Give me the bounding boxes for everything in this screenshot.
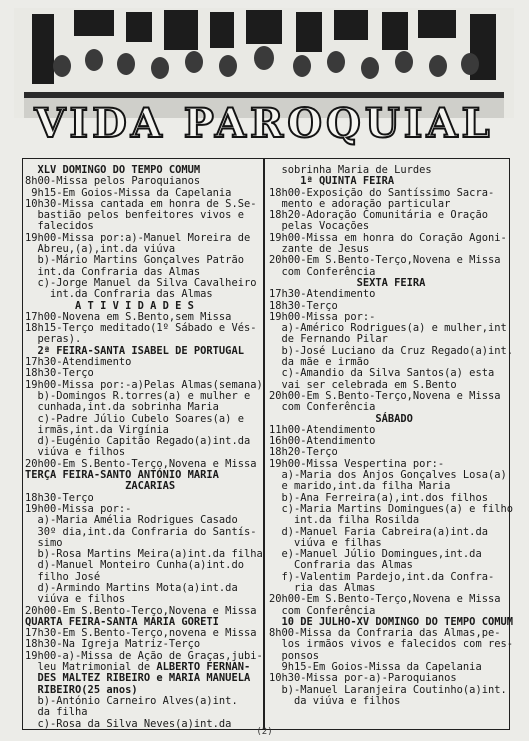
section-heading: RIBEIRO(25 anos) — [25, 683, 138, 696]
schedule-line: 20h00-Em S.Bento-Terço,Novena e Missa — [269, 389, 501, 402]
schedule-line: 19h00-Missa Vespertina por:- — [269, 457, 445, 470]
schedule-line: a)-Maria dos Anjos Gonçalves Losa(a) — [269, 469, 507, 482]
schedule-line: falecidos — [25, 220, 94, 233]
schedule-line: d)-Armindo Martins Mota(a)int.da — [25, 581, 238, 594]
section-heading: TERÇA FEIRA-SANTO ANTÓNIO MARIA — [25, 469, 219, 482]
schedule-line: 20h00-Em S.Bento-Terço,Novena e Missa — [25, 604, 257, 617]
schedule-line: 20h00-Em S.Bento-Terço,Novena e Missa — [269, 254, 501, 267]
schedule-line: 9h15-Em Goios-Missa da Capelania — [269, 661, 482, 674]
schedule-line: 17h00-Novena em S.Bento,sem Missa — [25, 310, 232, 323]
schedule-line: 11h00-Atendimento — [269, 423, 376, 436]
section-heading: DES MALTEZ RIBEIRO e MARIA MANUELA — [25, 672, 251, 685]
schedule-line: 8h00-Missa da Confraria das Almas,pe- — [269, 627, 501, 640]
section-heading: XLV DOMINGO DO TEMPO COMUM — [25, 164, 201, 176]
schedule-line: int.da filha Rosilda — [269, 514, 420, 527]
section-heading: A T I V I D A D E S — [25, 299, 194, 312]
schedule-line: ria das Almas — [269, 581, 376, 594]
schedule-line: 19h00-Missa por:-a)Pelas Almas(semana) — [25, 378, 263, 391]
schedule-line: a)-Américo Rodrigues(a) e mulher,int — [269, 322, 507, 335]
schedule-line: 18h30-Terço — [269, 299, 338, 312]
schedule-line: d)-Manuel Faria Cabreira(a)int.da — [269, 525, 488, 538]
schedule-line: 17h30-Em S.Bento-Terço,novena e Missa — [25, 627, 257, 640]
schedule-line: b)-Manuel Laranjeira Coutinho(a)int. — [269, 683, 507, 696]
schedule-line: simo — [25, 536, 63, 549]
schedule-line: pelas Vocações — [269, 220, 370, 233]
schedule-line: b)-Mário Martins Gonçalves Patrão — [25, 254, 244, 267]
section-heading: 2ª FEIRA-SANTA ISABEL DE PORTUGAL — [25, 344, 244, 357]
schedule-line: 18h30-Terço — [25, 491, 94, 504]
honoree-names: ALBERTO FERNAN- — [156, 661, 251, 674]
schedule-line: c)-Rosa da Silva Neves(a)int.da — [25, 717, 232, 730]
page-number: (2) — [256, 727, 273, 737]
schedule-line: Abreu,(a),int.da viúva — [25, 243, 176, 256]
section-heading: SEXTA FEIRA — [269, 276, 426, 289]
schedule-line: com Conferência — [269, 401, 376, 414]
schedule-line: los irmãos vivos e falecidos com res- — [269, 638, 513, 651]
schedule-line: 17h30-Atendimento — [25, 356, 132, 369]
section-heading: QUARTA FEIRA-SANTA MARIA GORETI — [25, 615, 219, 628]
right-column — [269, 164, 513, 707]
schedule-line: int.da Confraria das Almas — [25, 288, 213, 301]
schedule-line: 20h00-Em S.Bento-Terço,Novena e Missa — [25, 457, 257, 470]
bulletin-title: VIDA PAROQUIAL — [34, 100, 494, 147]
schedule-line: 19h00-Missa por:a)-Manuel Moreira de — [25, 231, 251, 244]
schedule-line: 19h00-Missa em honra do Coração Agoni- — [269, 231, 507, 244]
schedule-line: 17h30-Atendimento — [269, 288, 376, 301]
schedule-line: b)-Domingos R.torres(a) e mulher e — [25, 389, 251, 402]
left-column — [25, 165, 261, 730]
schedule-line: 30º dia,int.da Confraria do Santís- — [25, 525, 257, 538]
schedule-line: zante de Jesus — [269, 243, 370, 256]
schedule-line: 10h30-Missa por-a)-Paroquianos — [269, 672, 457, 685]
schedule-line: 16h00-Atendimento — [269, 435, 376, 448]
schedule-line: c)-Maria Martins Domingues(a) e filho — [269, 502, 513, 515]
schedule-line: 18h30-Na Igreja Matriz-Terço — [25, 638, 201, 651]
schedule-line: viúva e filhos — [25, 593, 126, 606]
column-divider — [263, 159, 265, 729]
schedule-line: viúva e filhas — [269, 536, 382, 549]
schedule-line: a)-Maria Amélia Rodrigues Casado — [25, 514, 238, 527]
schedule-line: bastião pelos benfeitores vivos e — [25, 209, 244, 222]
schedule-box — [22, 158, 513, 730]
section-heading: 10 DE JULHO-XV DOMINGO DO TEMPO COMUM — [269, 615, 513, 628]
schedule-line: viúva e filhos — [25, 446, 126, 459]
schedule-line: 18h20-Terço — [269, 446, 338, 459]
schedule-line: int.da Confraria das Almas — [25, 265, 201, 278]
schedule-line: mento e adoração particular — [269, 197, 451, 210]
schedule-line: 9h15-Em Goios-Missa da Capelania — [25, 186, 232, 199]
schedule-line: b)-António Carneiro Alves(a)int. — [25, 694, 238, 707]
schedule-line: f)-Valentim Pardejo,int.da Confra- — [269, 570, 495, 583]
schedule-line: 19h00-a)-Missa de Ação de Graças,jubi- — [25, 649, 263, 662]
schedule-line: da viúva e filhos — [269, 694, 401, 707]
schedule-line: ponsos — [269, 649, 320, 662]
schedule-line: 10h30-Missa cantada em honra de S.Se- — [25, 197, 257, 210]
schedule-line: da filha — [25, 706, 88, 719]
schedule-line: 20h00-Em S.Bento-Terço,Novena e Missa — [269, 593, 501, 606]
schedule-line: Confraria das Almas — [269, 559, 413, 572]
schedule-line: de Fernando Pilar — [269, 333, 388, 346]
schedule-line: vai ser celebrada em S.Bento — [269, 378, 457, 391]
line-text: leu Matrimonial de — [25, 661, 157, 674]
schedule-line: sobrinha Maria de Lurdes — [269, 164, 432, 176]
schedule-line: c)-Jorge Manuel da Silva Cavalheiro — [25, 276, 257, 289]
section-heading: ZACARIAS — [25, 480, 176, 493]
schedule-line: b)-José Luciano da Cruz Regado(a)int. — [269, 344, 513, 357]
schedule-line: 18h15-Terço meditado(1º Sábado e Vés- — [25, 322, 257, 335]
schedule-line: cunhada,int.da sobrinha Maria — [25, 401, 219, 414]
schedule-line: com Conferência — [269, 265, 376, 278]
schedule-line: com Conferência — [269, 604, 376, 617]
schedule-line: c)-Amandio da Silva Santos(a) esta — [269, 367, 495, 380]
schedule-line: d)-Eugénio Capitão Regado(a)int.da — [25, 435, 251, 448]
schedule-line: c)-Padre Júlio Cubelo Soares(a) e — [25, 412, 244, 425]
schedule-line: b)-Ana Ferreira(a),int.dos filhos — [269, 491, 488, 504]
schedule-line: irmãs,int.da Virgínia — [25, 423, 169, 436]
schedule-line: d)-Manuel Monteiro Cunha(a)int.do — [25, 559, 244, 572]
masthead — [14, 8, 514, 156]
section-heading: 1ª QUINTA FEIRA — [269, 175, 395, 188]
schedule-line: da mãe e irmão — [269, 356, 370, 369]
schedule-line: peras). — [25, 333, 82, 346]
schedule-line: 18h00-Exposição do Santíssimo Sacra- — [269, 186, 495, 199]
schedule-line: e marido,int.da filha Maria — [269, 480, 451, 493]
schedule-line: 19h00-Missa por:- — [269, 310, 376, 323]
section-heading: SÁBADO — [269, 412, 413, 425]
schedule-line: filho José — [25, 570, 101, 583]
schedule-line: 18h30-Terço — [25, 367, 94, 380]
schedule-line: e)-Manuel Júlio Domingues,int.da — [269, 548, 482, 561]
schedule-line: b)-Rosa Martins Meira(a)int.da filha — [25, 548, 263, 561]
schedule-line: 18h20-Adoração Comunitária e Oração — [269, 209, 488, 222]
schedule-line: 8h00-Missa pelos Paroquianos — [25, 175, 201, 188]
schedule-line: 19h00-Missa por:- — [25, 502, 132, 515]
